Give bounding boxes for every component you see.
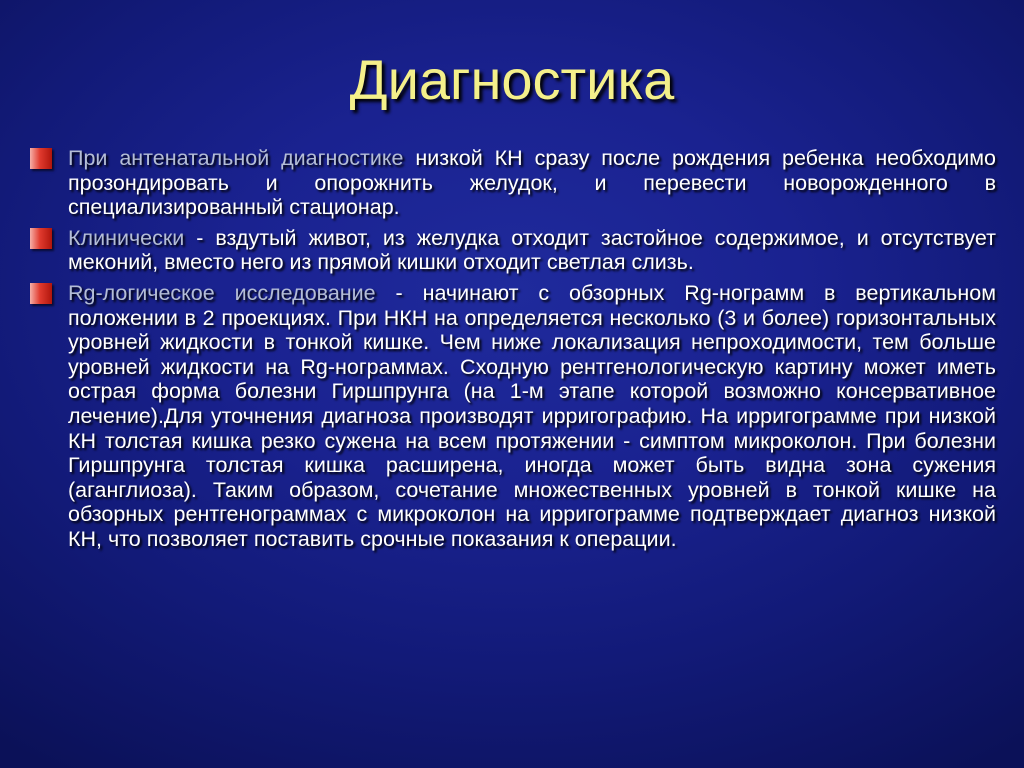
red-square-bullet-icon — [30, 283, 52, 304]
bullet-lead: Клинически — [68, 225, 185, 250]
bullet-text: - вздутый живот, из желудка отходит застойное содержимое, и отсутствует меконий, вместо него из прямой кишки отходит светлая слизь. — [68, 225, 996, 275]
bullet-lead: При антенатальной диагностике — [68, 146, 404, 170]
bullet-item — [30, 281, 996, 552]
bullet-text: - начинают с обзорных Rg-нограмм в вертикальном положении в 2 проекциях. При НКН на определяется несколько (3 и более) горизонтальных уровней жидкости в тонкой кишке. Чем ниже локализация непроходимости, тем больше уровней жидкости на Rg-нограммах. Сходную рентгенологическую картину может иметь острая форма болезни Гиршпрунга (на 1-м этапе которой возможно консервативное лечение).Для уточнения диагноза производят ирригографию. На ирригограмме при низкой КН толстая кишка резко сужена на всем протяжении - симптом микроколон. При болезни Гиршпрунга толстая кишка расширена, иногда может быть видна зона сужения (аганглиоза). Таким образом, сочетание множественных уровней в тонкой кишке на обзорных рентгенограммах с микроколон на ирригограмме подтверждает диагноз низкой КН, что позволяет поставить срочные показания к операции. — [68, 280, 996, 551]
red-square-bullet-icon — [30, 148, 52, 169]
bullet-item — [30, 226, 996, 275]
red-square-bullet-icon — [30, 228, 52, 249]
bullet-item — [30, 146, 996, 220]
bullet-list — [30, 146, 996, 558]
bullet-lead: Rg-логическое исследование — [68, 280, 376, 305]
bullet-text: низкой КН сразу после рождения ребенка необходимо прозондировать и опорожнить желудок, и перевести новорожденного в специализированный стационар. — [68, 146, 996, 220]
slide-title: Диагностика — [349, 48, 675, 111]
